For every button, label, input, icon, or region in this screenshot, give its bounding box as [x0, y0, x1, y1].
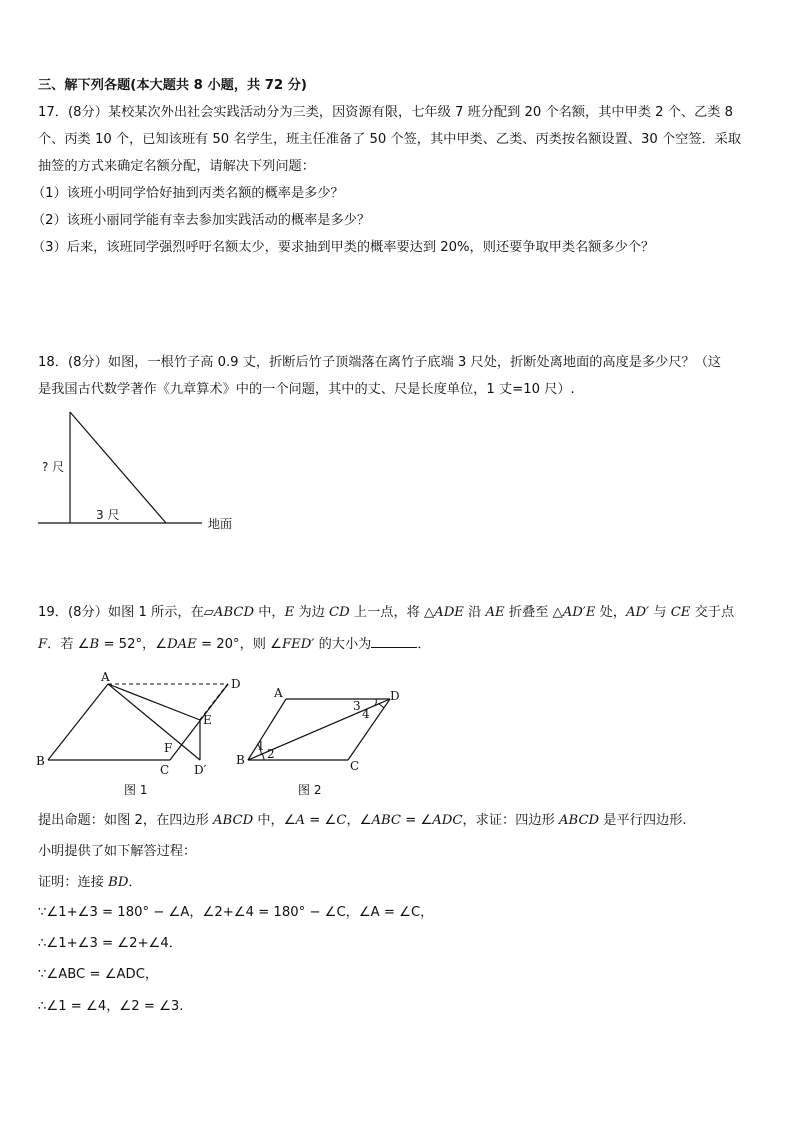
- fig2-angle-4-arc: [379, 704, 384, 708]
- fig1-label-e: E: [203, 713, 212, 727]
- q19-proof-line-3: ∴∠1+∠3 = ∠2+∠4．: [38, 936, 182, 951]
- fig2-label-c: C: [350, 759, 360, 773]
- fig1-label-f: F: [164, 741, 173, 755]
- fig1-label-d-prime: D′: [194, 763, 207, 777]
- q18-line-2: 是我国古代数学著作《九章算术》中的一个问题，其中的丈、尺是长度单位，1 丈=10 尺）.: [38, 382, 575, 397]
- height-label: ? 尺: [42, 460, 65, 474]
- ground-label: 地面: [208, 517, 233, 531]
- fig1-label-c: C: [160, 763, 170, 777]
- q19-proof-line-1: 证明：连接 BD．: [38, 875, 142, 890]
- q17-line-2: 个、丙类 10 个，已知该班有 50 名学生，班主任准备了 50 个签，其中甲类、乙类、丙类按名额设置、30 个空签．采取: [38, 132, 742, 147]
- fig2-angle-4: 4: [362, 707, 370, 721]
- base-label: 3 尺: [96, 508, 120, 522]
- q19-intro: 小明提供了如下解答过程：: [38, 844, 197, 859]
- fig2-label-b: B: [236, 753, 245, 767]
- fig1-label-d: D: [231, 677, 241, 691]
- fig1-label-a: A: [101, 670, 110, 684]
- fig1-label-b: B: [36, 754, 45, 768]
- q17-sub-3: （3）后来，该班同学强烈呼吁名额太少，要求抽到甲类的概率要达到 20%，则还要争取甲类名额多少个？: [32, 240, 655, 255]
- q19-proof-line-2: ∵∠1+∠3 = 180° − ∠A，∠2+∠4 = 180° − ∠C，∠A = ∠C，: [38, 905, 434, 920]
- fig2-caption: 图 2: [298, 783, 322, 797]
- fig2-angle-3-arc: [375, 699, 376, 705]
- section-header: 三、解下列各题(本大题共 8 小题，共 72 分): [38, 78, 307, 93]
- fig2-angle-1: 1: [257, 739, 265, 753]
- fig2-label-a: A: [274, 686, 283, 700]
- q19-proof-line-4: ∵∠ABC = ∠ADC，: [38, 967, 159, 982]
- fig2-label-d: D: [390, 689, 400, 703]
- q17-line-3: 抽签的方式来确定名额分配，请解决下列问题：: [38, 159, 315, 174]
- fig1-caption: 图 1: [124, 783, 148, 797]
- q17-sub-1: （1）该班小明同学恰好抽到丙类名额的概率是多少？: [32, 186, 344, 201]
- fig2-angle-2-arc: [262, 754, 264, 760]
- fig2-angle-3: 3: [353, 699, 361, 713]
- fig2-angle-2: 2: [267, 747, 275, 761]
- q19-proof-line-5: ∴∠1 = ∠4，∠2 = ∠3.: [38, 999, 184, 1014]
- q19-line-1: 19．(8分）如图 1 所示，在▱ABCD 中，E 为边 CD 上一点，将 △ADE 沿 AE 折叠至 △AD′E 处，AD′ 与 CE 交于点: [38, 605, 735, 620]
- q17-line-1: 17．(8分）某校某次外出社会实践活动分为三类，因资源有限，七年级 7 班分配到 20 个名额，其中甲类 2 个、乙类 8: [38, 105, 734, 120]
- q19-line-2: F．若 ∠B = 52°，∠DAE = 20°，则 ∠FED′ 的大小为 ．: [38, 633, 431, 655]
- q19-proposition: 提出命题：如图 2，在四边形 ABCD 中，∠A = ∠C，∠ABC = ∠ADC，求证：四边形 ABCD 是平行四边形.: [38, 813, 687, 828]
- q18-line-1: 18．(8分）如图，一根竹子高 0.9 丈，折断后竹子顶端落在离竹子底端 3 尺处，折断处离地面的高度是多少尺？（这: [38, 355, 722, 370]
- q17-sub-2: （2）该班小丽同学能有幸去参加实践活动的概率是多少？: [32, 213, 371, 228]
